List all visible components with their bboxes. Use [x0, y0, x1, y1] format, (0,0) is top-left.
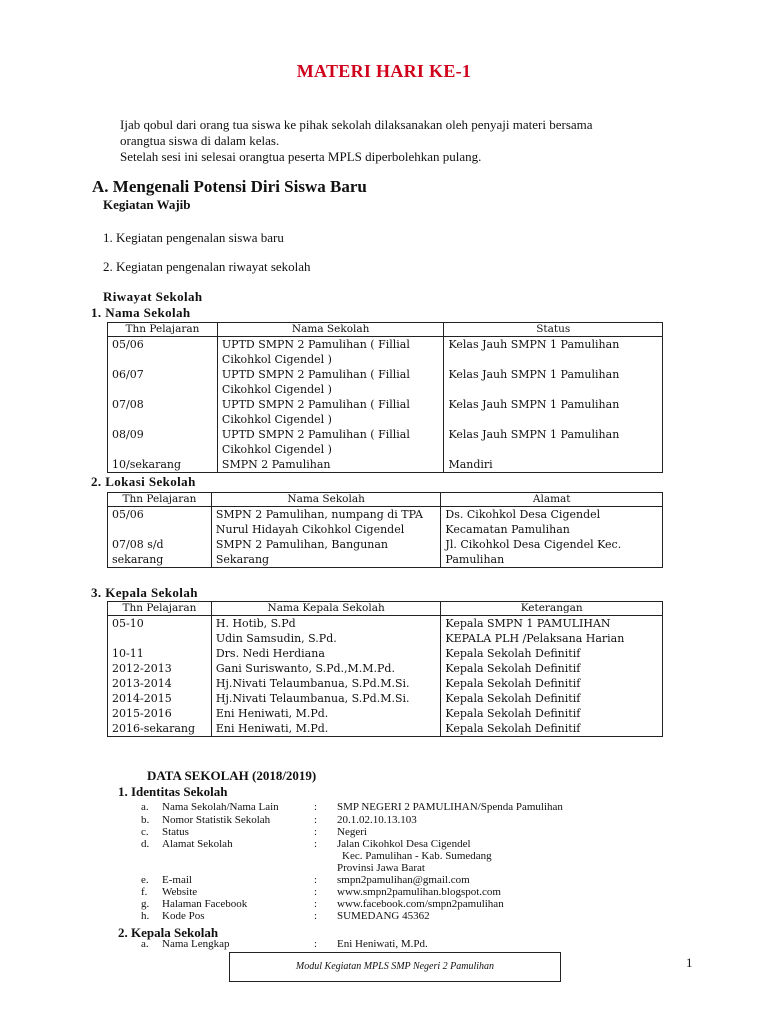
intro-line-2: orangtua siswa di dalam kelas. — [120, 133, 280, 148]
table-cell: 05/06 — [108, 337, 218, 368]
table-cell: Eni Heniwati, M.Pd. — [211, 706, 441, 721]
page-number: 1 — [686, 955, 693, 970]
lokasi-sekolah-heading: 2. Lokasi Sekolah — [91, 474, 196, 489]
table-cell: UPTD SMPN 2 Pamulihan ( Fillial Cikohkol Cigendel ) — [217, 397, 444, 427]
table-cell: Jl. Cikohkol Desa Cigendel Kec. Pamulihan — [441, 537, 663, 568]
table-cell: SMPN 2 Pamulihan, numpang di TPA Nurul Hidayah Cikohkol Cigendel — [211, 507, 441, 538]
table-row — [108, 721, 663, 737]
table-row — [108, 616, 663, 632]
table-row — [108, 676, 663, 691]
row-label: Kode Pos — [162, 910, 205, 922]
identitas-heading: 1. Identitas Sekolah — [118, 784, 228, 799]
kegiatan-wajib-heading: Kegiatan Wajib — [103, 197, 191, 212]
alamat-continuation: Kec. Pamulihan - Kab. Sumedang — [342, 850, 492, 862]
table-row — [108, 631, 663, 646]
row-letter: e. — [141, 874, 149, 886]
table-cell: Kepala Sekolah Definitif — [441, 691, 663, 706]
nama-sekolah-heading: 1. Nama Sekolah — [91, 305, 191, 320]
row-colon: : — [314, 910, 318, 922]
table-cell — [108, 631, 212, 646]
table-cell: 2015-2016 — [108, 706, 212, 721]
table-cell: Hj.Nivati Telaumbanua, S.Pd.M.Si. — [211, 676, 441, 691]
table-cell: UPTD SMPN 2 Pamulihan ( Fillial Cikohkol Cigendel ) — [217, 427, 444, 457]
table-row — [108, 507, 663, 538]
row-colon: : — [314, 886, 318, 898]
table-cell: Kelas Jauh SMPN 1 Pamulihan — [444, 337, 663, 368]
table-cell: 10-11 — [108, 646, 212, 661]
table-cell: Kelas Jauh SMPN 1 Pamulihan — [444, 427, 663, 457]
table-cell: SMPN 2 Pamulihan — [217, 457, 444, 473]
intro-line-3: Setelah sesi ini selesai orangtua peserta MPLS diperbolehkan pulang. — [120, 149, 482, 164]
row-colon: : — [314, 898, 318, 910]
kegiatan-item: 1. Kegiatan pengenalan siswa baru — [103, 230, 284, 245]
column-header: Nama Sekolah — [211, 493, 441, 507]
table-cell: Hj.Nivati Telaumbanua, S.Pd.M.Si. — [211, 691, 441, 706]
row-value: Negeri — [337, 826, 367, 838]
table-row — [108, 646, 663, 661]
table-cell: Kepala Sekolah Definitif — [441, 721, 663, 737]
row-letter: h. — [141, 910, 150, 922]
table-cell: 08/09 — [108, 427, 218, 457]
table-row — [108, 337, 663, 368]
column-header: Thn Pelajaran — [108, 602, 212, 616]
table-cell: Kepala Sekolah Definitif — [441, 706, 663, 721]
section-a-heading: A. Mengenali Potensi Diri Siswa Baru — [92, 177, 367, 196]
table-cell: Ds. Cikohkol Desa Cigendel Kecamatan Pamulihan — [441, 507, 663, 538]
table-cell: 10/sekarang — [108, 457, 218, 473]
footer-box: Modul Kegiatan MPLS SMP Negeri 2 Pamulihan — [229, 952, 561, 982]
table-cell: 2012-2013 — [108, 661, 212, 676]
table-cell: Kepala Sekolah Definitif — [441, 661, 663, 676]
row-letter: b. — [141, 814, 150, 826]
table-cell: Udin Samsudin, S.Pd. — [211, 631, 441, 646]
kegiatan-item: 2. Kegiatan pengenalan riwayat sekolah — [103, 259, 311, 274]
table-cell: KEPALA PLH /Pelaksana Harian — [441, 631, 663, 646]
table-row — [108, 661, 663, 676]
row-colon: : — [314, 874, 318, 886]
kepala-sekolah-table — [107, 601, 663, 737]
table-row — [108, 691, 663, 706]
data-sekolah-title: DATA SEKOLAH (2018/2019) — [147, 768, 317, 783]
row-label: Nomor Statistik Sekolah — [162, 814, 271, 826]
column-header: Status — [444, 323, 663, 337]
row-value: 20.1.02.10.13.103 — [337, 814, 417, 826]
row-value: SUMEDANG 45362 — [337, 910, 430, 922]
table-cell: Drs. Nedi Herdiana — [211, 646, 441, 661]
column-header: Thn Pelajaran — [108, 323, 218, 337]
table-row — [108, 706, 663, 721]
row-letter: a. — [141, 938, 149, 950]
intro-line-1: Ijab qobul dari orang tua siswa ke pihak sekolah dilaksanakan oleh penyaji materi bersama — [120, 117, 593, 132]
row-letter: c. — [141, 826, 149, 838]
row-value: Eni Heniwati, M.Pd. — [337, 938, 428, 950]
table-cell: Gani Suriswanto, S.Pd.,M.M.Pd. — [211, 661, 441, 676]
table-cell: Mandiri — [444, 457, 663, 473]
page-title: MATERI HARI KE-1 — [296, 61, 472, 81]
table-cell: Kelas Jauh SMPN 1 Pamulihan — [444, 397, 663, 427]
column-header: Keterangan — [441, 602, 663, 616]
kepala-row — [141, 938, 701, 951]
table-row — [108, 537, 663, 568]
row-colon: : — [314, 814, 318, 826]
table-cell: Kepala Sekolah Definitif — [441, 676, 663, 691]
table-cell: UPTD SMPN 2 Pamulihan ( Fillial Cikohkol Cigendel ) — [217, 337, 444, 368]
row-colon: : — [314, 801, 318, 813]
row-label: Nama Sekolah/Nama Lain — [162, 801, 279, 813]
row-label: E-mail — [162, 874, 192, 886]
table-cell: Eni Heniwati, M.Pd. — [211, 721, 441, 737]
lokasi-sekolah-table — [107, 492, 663, 568]
row-colon: : — [314, 838, 318, 850]
table-cell: Kelas Jauh SMPN 1 Pamulihan — [444, 367, 663, 397]
table-row — [108, 427, 663, 457]
table-row — [108, 367, 663, 397]
row-colon: : — [314, 826, 318, 838]
identitas-row — [141, 801, 701, 814]
table-cell: Kepala SMPN 1 PAMULIHAN — [441, 616, 663, 632]
column-header: Thn Pelajaran — [108, 493, 212, 507]
row-label: Nama Lengkap — [162, 938, 230, 950]
kepala-sekolah-heading: 3. Kepala Sekolah — [91, 585, 198, 600]
table-cell: 07/08 s/d sekarang — [108, 537, 212, 568]
row-letter: g. — [141, 898, 150, 910]
column-header: Nama Sekolah — [217, 323, 444, 337]
nama-sekolah-table — [107, 322, 663, 473]
column-header: Alamat — [441, 493, 663, 507]
row-value: Jalan Cikohkol Desa Cigendel — [337, 838, 471, 850]
table-row — [108, 457, 663, 473]
row-colon: : — [314, 938, 318, 950]
alamat-continuation: Provinsi Jawa Barat — [337, 862, 425, 874]
table-cell: 2016-sekarang — [108, 721, 212, 737]
row-label: Website — [162, 886, 198, 898]
table-cell: 07/08 — [108, 397, 218, 427]
table-cell: 2014-2015 — [108, 691, 212, 706]
website-link[interactable]: www.smpn2pamulihan.blogspot.com — [337, 886, 501, 898]
table-cell: 2013-2014 — [108, 676, 212, 691]
row-letter: a. — [141, 801, 149, 813]
row-value: SMP NEGERI 2 PAMULIHAN/Spenda Pamulihan — [337, 801, 563, 813]
email-link[interactable]: smpn2pamulihan@gmail.com — [337, 874, 470, 886]
row-label: Alamat Sekolah — [162, 838, 233, 850]
table-cell: 05/06 — [108, 507, 212, 538]
table-cell: H. Hotib, S.Pd — [211, 616, 441, 632]
identitas-row — [141, 910, 701, 923]
kepala-heading: 2. Kepala Sekolah — [118, 925, 219, 940]
facebook-link[interactable]: www.facebook.com/smpn2pamulihan — [337, 898, 504, 910]
table-cell: Kepala Sekolah Definitif — [441, 646, 663, 661]
table-row — [108, 397, 663, 427]
table-cell: 05-10 — [108, 616, 212, 632]
column-header: Nama Kepala Sekolah — [211, 602, 441, 616]
row-letter: f. — [141, 886, 148, 898]
row-label: Status — [162, 826, 189, 838]
row-letter: d. — [141, 838, 150, 850]
riwayat-heading: Riwayat Sekolah — [103, 289, 203, 304]
row-label: Halaman Facebook — [162, 898, 248, 910]
table-cell: SMPN 2 Pamulihan, Bangunan Sekarang — [211, 537, 441, 568]
table-cell: UPTD SMPN 2 Pamulihan ( Fillial Cikohkol Cigendel ) — [217, 367, 444, 397]
table-cell: 06/07 — [108, 367, 218, 397]
